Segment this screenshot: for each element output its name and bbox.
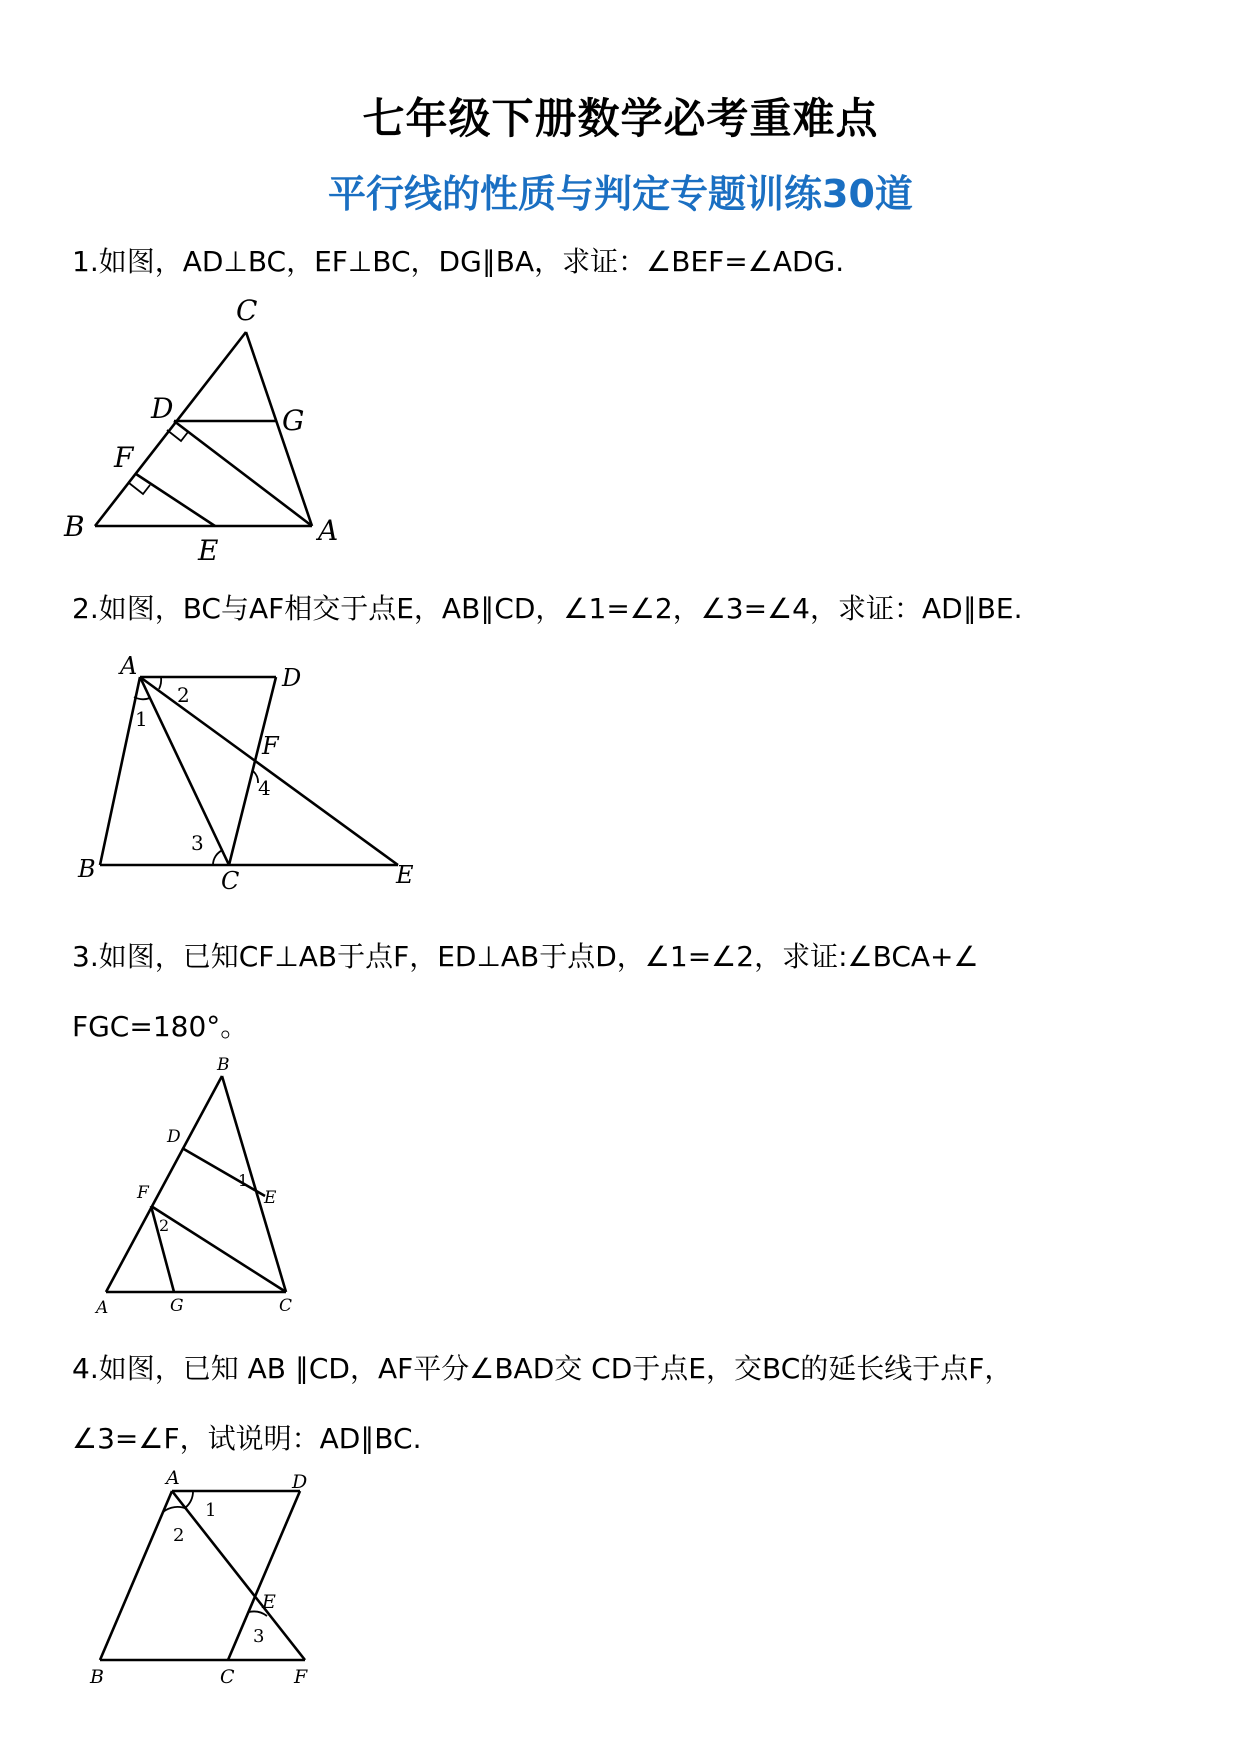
q2-label-D: D (282, 664, 302, 692)
question-4-line-1: 4.如图，已知 AB ∥CD，AF平分∠BAD交 CD于点E，交BC的延长线于点F， (72, 1352, 1013, 1385)
q4-label-E: E (262, 1591, 276, 1613)
q3-label-D: D (167, 1127, 181, 1147)
q1-label-B: B (64, 510, 85, 543)
q2-label-F: F (262, 732, 279, 760)
q3-label-E: E (264, 1188, 277, 1208)
question-3-line-2: FGC=180°。 (72, 1010, 249, 1043)
q2-angle-1: 1 (135, 707, 148, 731)
q2-label-A: A (120, 652, 138, 680)
q1-label-D: D (151, 392, 174, 425)
q3-angle-1: 1 (238, 1171, 249, 1190)
q2-label-B: B (78, 855, 96, 883)
q3-label-A: A (96, 1298, 109, 1318)
q3-label-G: G (170, 1296, 184, 1316)
question-4-line-2: ∠3=∠F，试说明：AD∥BC. (72, 1422, 422, 1455)
q3-label-C: C (279, 1296, 293, 1316)
page-title: 七年级下册数学必考重难点 (362, 94, 879, 143)
q1-label-A: A (318, 514, 339, 547)
q4-label-A: A (166, 1467, 180, 1489)
q4-label-B: B (90, 1666, 104, 1688)
question-1-text: 1.如图，AD⊥BC，EF⊥BC，DG∥BA，求证：∠BEF=∠ADG. (72, 245, 845, 278)
q2-angle-3: 3 (191, 831, 204, 855)
question-2-text: 2.如图，BC与AF相交于点E，AB∥CD，∠1=∠2，∠3=∠4，求证：AD∥BE. (72, 592, 1023, 625)
q1-label-C: C (236, 294, 258, 327)
q2-label-C: C (221, 867, 240, 895)
page-subtitle: 平行线的性质与判定专题训练30道 (328, 172, 913, 216)
q3-label-F: F (137, 1183, 149, 1203)
q4-label-D: D (292, 1471, 308, 1493)
q2-label-E: E (396, 861, 414, 889)
q2-angle-4: 4 (258, 776, 271, 800)
q1-label-F: F (114, 441, 134, 474)
q4-label-C: C (220, 1666, 235, 1688)
q4-angle-2: 2 (173, 1525, 185, 1546)
q1-label-E: E (198, 534, 219, 567)
q4-label-F: F (294, 1666, 308, 1688)
q2-angle-2: 2 (177, 683, 190, 707)
q3-angle-2: 2 (159, 1216, 170, 1235)
q1-label-G: G (282, 404, 305, 437)
q4-angle-3: 3 (253, 1626, 265, 1647)
q3-label-B: B (217, 1055, 230, 1075)
q4-angle-1: 1 (205, 1500, 217, 1521)
question-3-line-1: 3.如图，已知CF⊥AB于点F，ED⊥AB于点D，∠1=∠2，求证:∠BCA+∠ (72, 940, 979, 973)
